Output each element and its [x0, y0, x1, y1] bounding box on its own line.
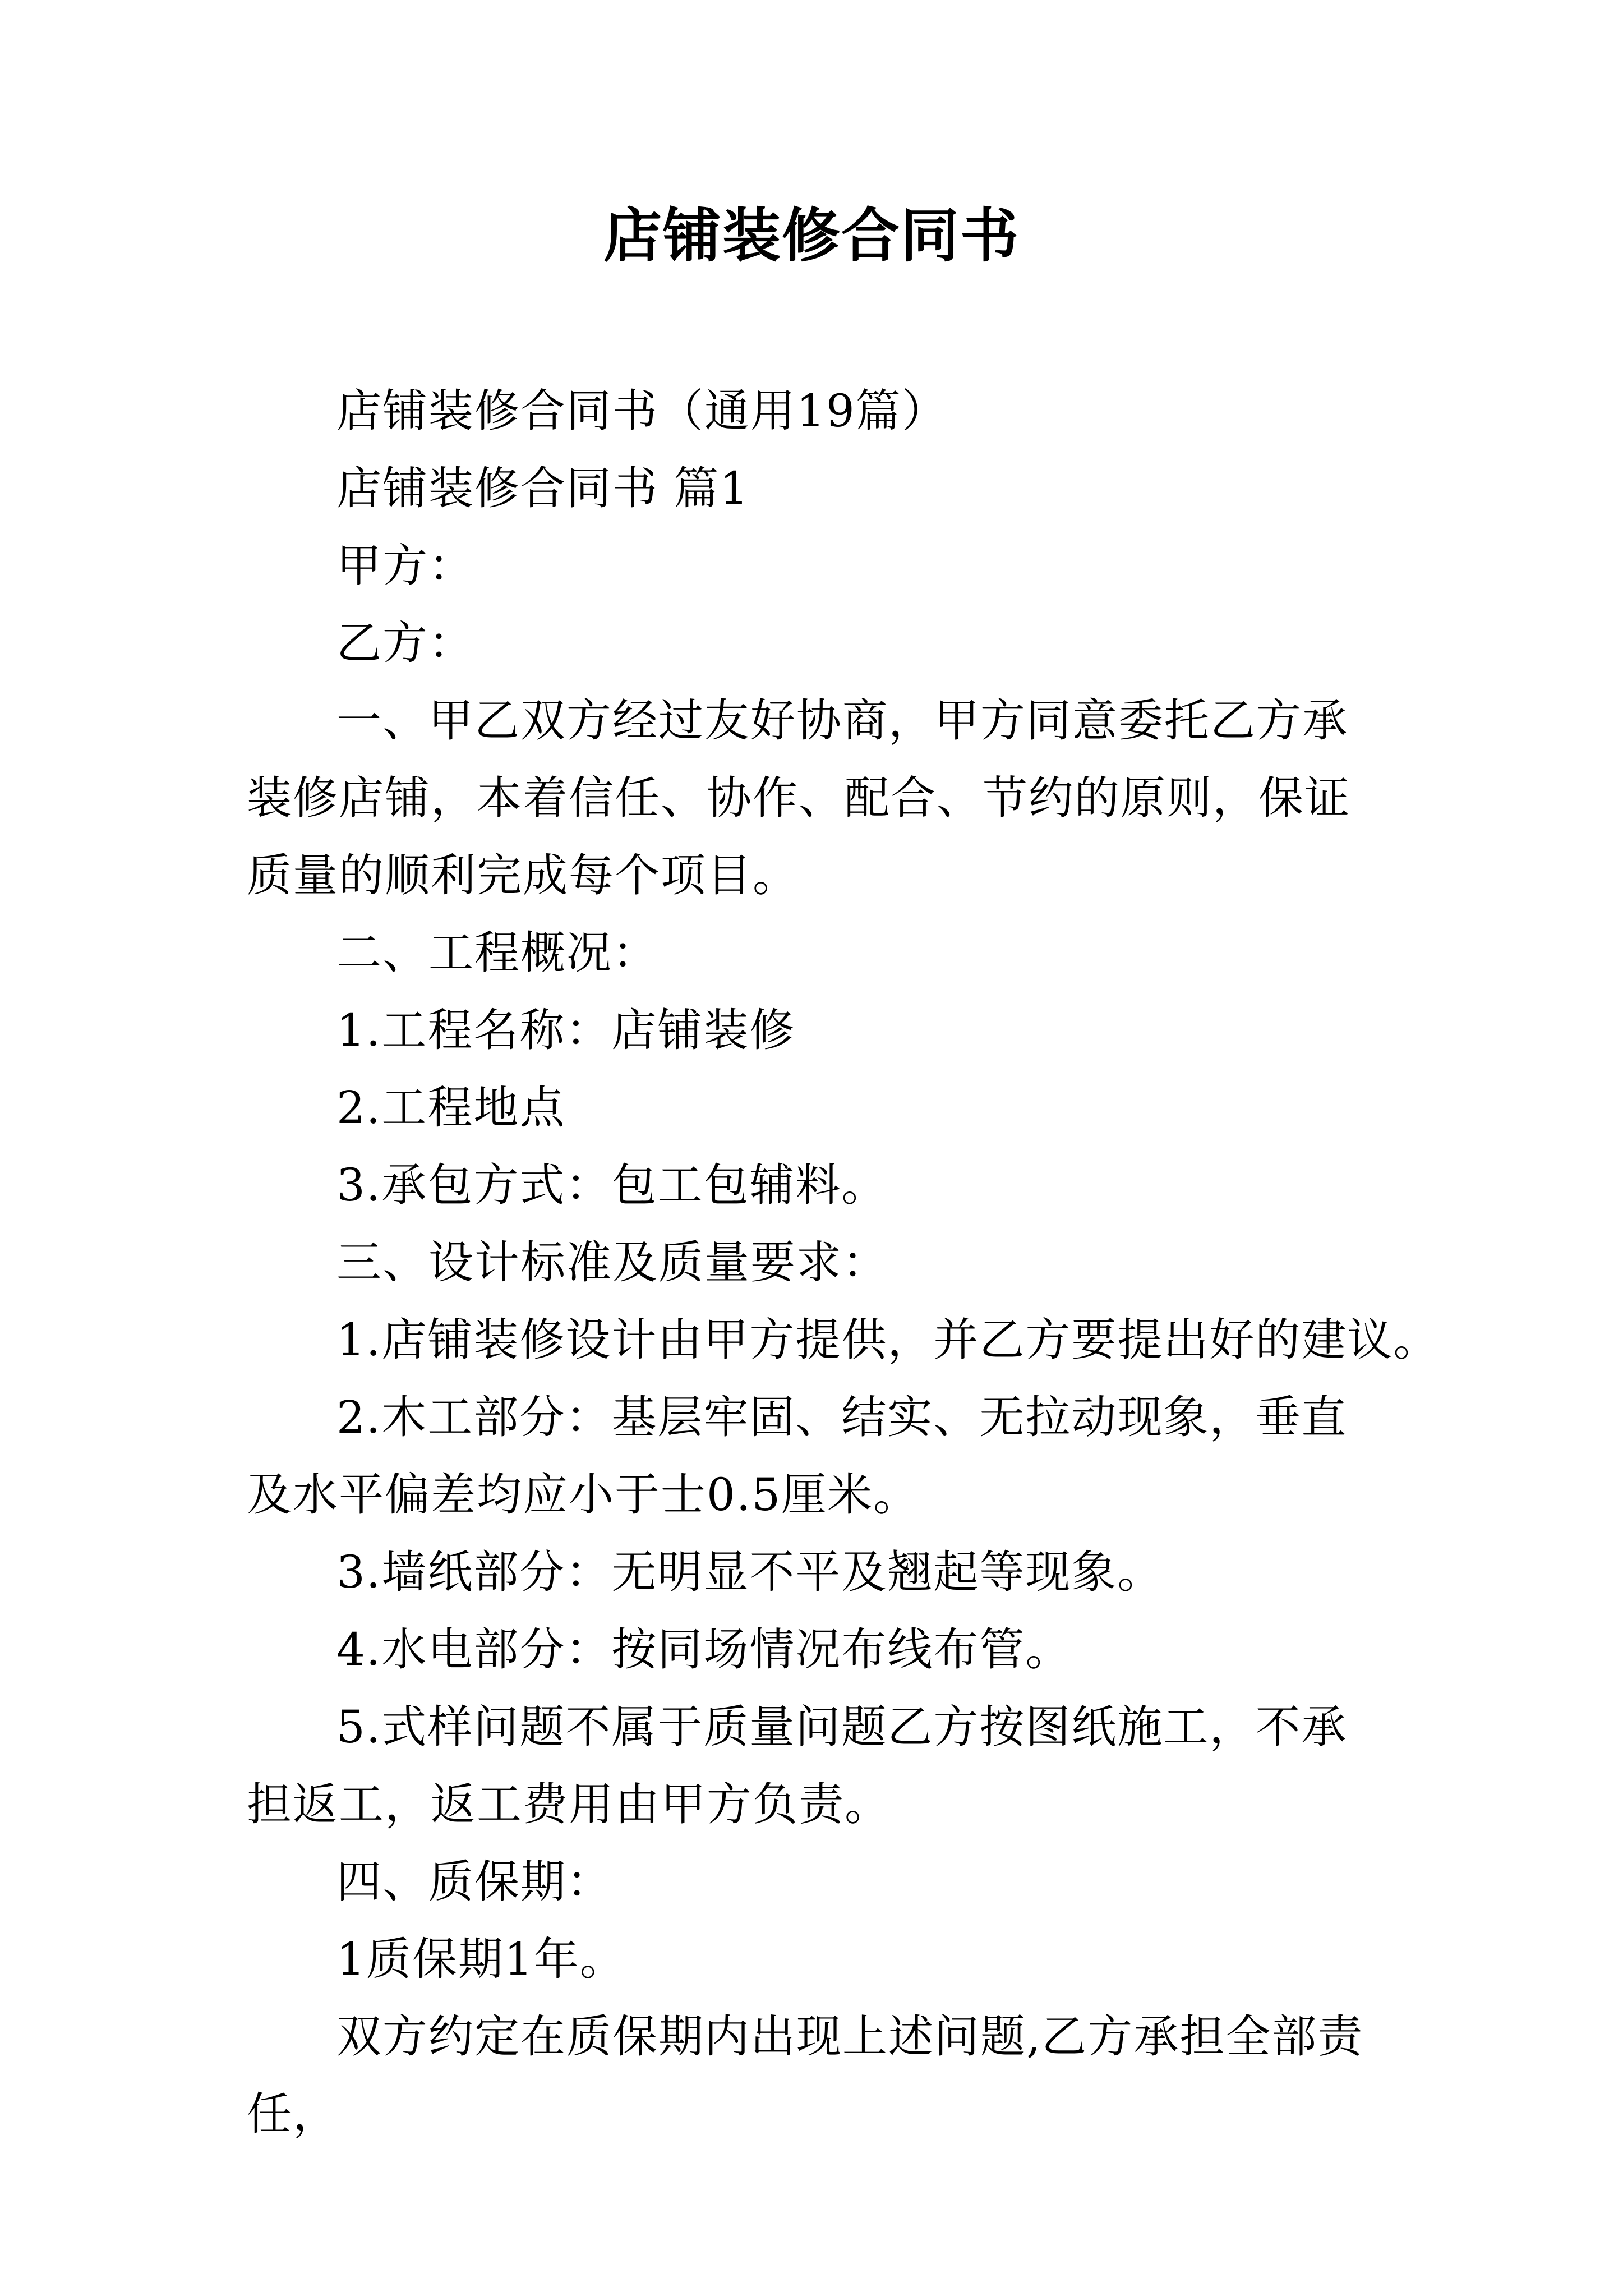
paragraph-warranty-period: 1质保期1年。 [336, 1933, 626, 1985]
paragraph-clause-3-heading: 三、设计标准及质量要求： [336, 1236, 888, 1289]
paragraph-style-issues: 5.式样问题不属于质量问题乙方按图纸施工，不承担返工，返工费用由甲方负责。 [247, 1701, 1348, 1830]
paragraph-clause-4-heading: 四、质保期： [336, 1856, 612, 1908]
paragraph-section-heading: 店铺装修合同书 篇1 [336, 462, 750, 514]
paragraph-warranty-responsibility: 双方约定在质保期内出现上述问题,乙方承担全部责任， [247, 2010, 1364, 2140]
paragraph-contract-method: 3.承包方式：包工包辅料。 [336, 1159, 888, 1211]
paragraph-clause-2-heading: 二、工程概况： [336, 927, 658, 979]
document-body [247, 372, 1440, 2153]
paragraph-clause-1: 一、甲乙双方经过友好协商，甲方同意委托乙方承装修店铺，本着信任、协作、配合、节约的原则，保证质量的顺利完成每个项目。 [247, 694, 1350, 901]
document-title: 店铺装修合同书 [603, 201, 1020, 270]
paragraph-plumbing-electric: 4.水电部分：按同场情况布线布管。 [336, 1623, 1072, 1676]
paragraph-design-provider: 1.店铺装修设计由甲方提供，并乙方要提出好的建议。 [336, 1314, 1440, 1366]
paragraph-carpentry: 2.木工部分：基层牢固、结实、无拉动现象，垂直及水平偏差均应小于士0.5厘米。 [247, 1391, 1348, 1521]
paragraph-project-name: 1.工程名称：店铺装修 [336, 1004, 796, 1056]
paragraph-party-a: 甲方： [336, 540, 474, 592]
paragraph-collection-title: 店铺装修合同书（通用19篇） [336, 385, 948, 437]
paragraph-wallpaper: 3.墙纸部分：无明显不平及翘起等现象。 [336, 1546, 1164, 1598]
paragraph-project-location: 2.工程地点 [336, 1082, 566, 1134]
paragraph-party-b: 乙方： [336, 617, 474, 669]
